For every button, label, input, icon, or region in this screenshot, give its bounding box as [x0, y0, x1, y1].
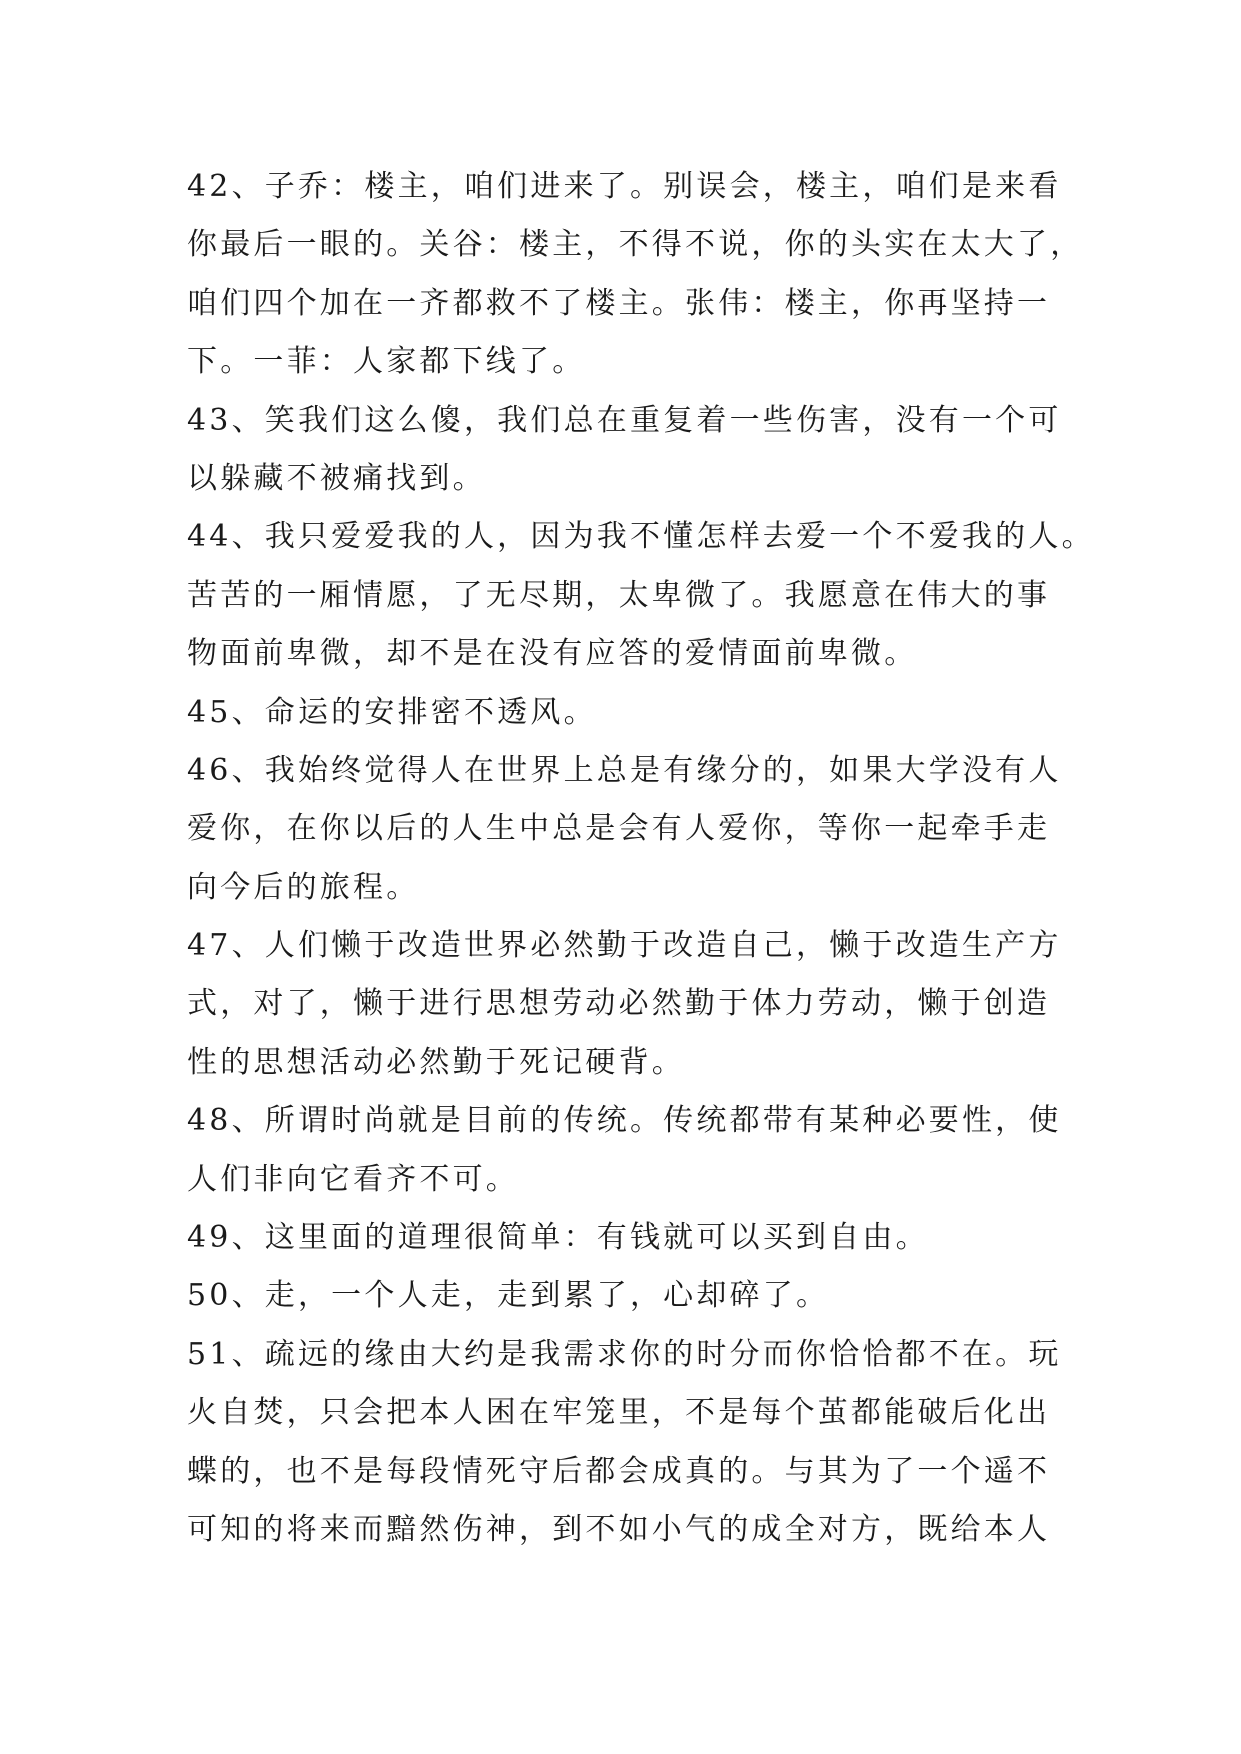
- text-line: 可知的将来而黯然伤神，到不如小气的成全对方，既给本人: [187, 1511, 1051, 1547]
- text-line: 向今后的旅程。: [187, 869, 420, 905]
- text-line: 51、疏远的缘由大约是我需求你的时分而你恰恰都不在。玩: [187, 1336, 1062, 1372]
- text-line: 人们非向它看齐不可。: [187, 1161, 519, 1197]
- text-line: 式，对了，懒于进行思想劳动必然勤于体力劳动，懒于创造: [187, 986, 1051, 1022]
- text-line: 47、人们懒于改造世界必然勤于改造自己，懒于改造生产方: [187, 928, 1062, 964]
- text-line: 下。一菲：人家都下线了。: [187, 344, 586, 380]
- text-line: 43、笑我们这么傻，我们总在重复着一些伤害，没有一个可: [187, 402, 1062, 438]
- text-line: 你最后一眼的。关谷：楼主，不得不说，你的头实在太大了，: [187, 227, 1084, 263]
- text-line: 45、命运的安排密不透风。: [187, 694, 597, 730]
- text-line: 48、所谓时尚就是目前的传统。传统都带有某种必要性，使: [187, 1103, 1062, 1139]
- text-line: 物面前卑微，却不是在没有应答的爱情面前卑微。: [187, 636, 918, 672]
- text-line: 咱们四个加在一齐都救不了楼主。张伟：楼主，你再坚持一: [187, 285, 1051, 321]
- text-line: 性的思想活动必然勤于死记硬背。: [187, 1044, 685, 1080]
- text-line: 44、我只爱爱我的人，因为我不懂怎样去爱一个不爱我的人。: [187, 519, 1095, 555]
- text-line: 火自焚，只会把本人困在牢笼里，不是每个茧都能破后化出: [187, 1395, 1051, 1431]
- text-line: 苦苦的一厢情愿，了无尽期，太卑微了。我愿意在伟大的事: [187, 577, 1051, 613]
- text-line: 42、子乔：楼主，咱们进来了。别误会，楼主，咱们是来看: [187, 169, 1062, 204]
- text-line: 蝶的，也不是每段情死守后都会成真的。与其为了一个遥不: [187, 1453, 1051, 1489]
- text-line: 爱你，在你以后的人生中总是会有人爱你，等你一起牵手走: [187, 811, 1051, 847]
- text-line: 50、走，一个人走，走到累了，心却碎了。: [187, 1278, 830, 1314]
- text-line: 以躲藏不被痛找到。: [187, 460, 486, 496]
- text-line: 49、这里面的道理很简单：有钱就可以买到自由。: [187, 1220, 929, 1256]
- document-body: [187, 158, 1127, 1559]
- text-line: 46、我始终觉得人在世界上总是有缘分的，如果大学没有人: [187, 752, 1062, 788]
